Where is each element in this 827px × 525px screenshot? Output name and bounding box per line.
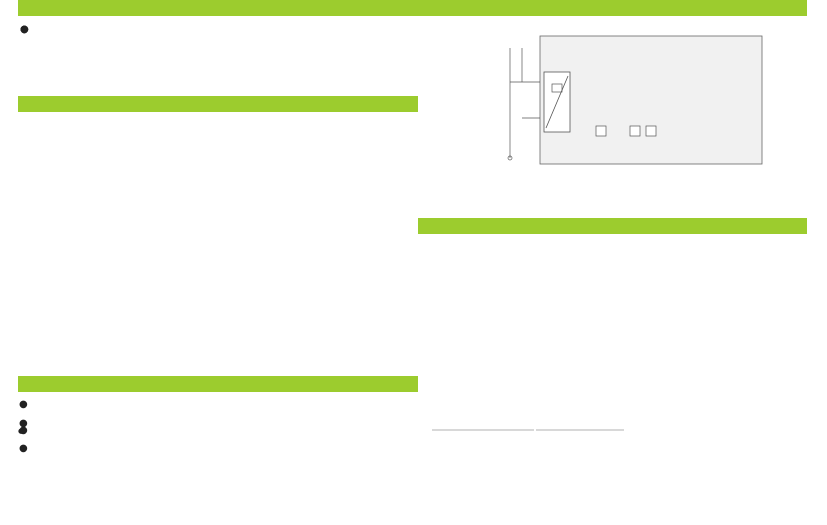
- relay-coil-k3: [646, 126, 656, 136]
- section-bar-function: [18, 96, 418, 112]
- timing-diagram: [424, 232, 634, 512]
- hints-list: [18, 397, 418, 441]
- section-bar-circuit: [418, 0, 807, 16]
- device-housing: [540, 36, 762, 164]
- circuit-diagram: [500, 22, 770, 182]
- external-wiring: [508, 48, 540, 160]
- circuit-svg: [500, 22, 770, 182]
- section-bar-application: [18, 0, 418, 16]
- relay-coil-k2: [630, 126, 640, 136]
- hint-item: [18, 423, 418, 439]
- hint-item: [18, 397, 418, 413]
- timing-svg: [424, 232, 634, 512]
- section-bar-hints: [18, 376, 418, 392]
- relay-coil-k1: [596, 126, 606, 136]
